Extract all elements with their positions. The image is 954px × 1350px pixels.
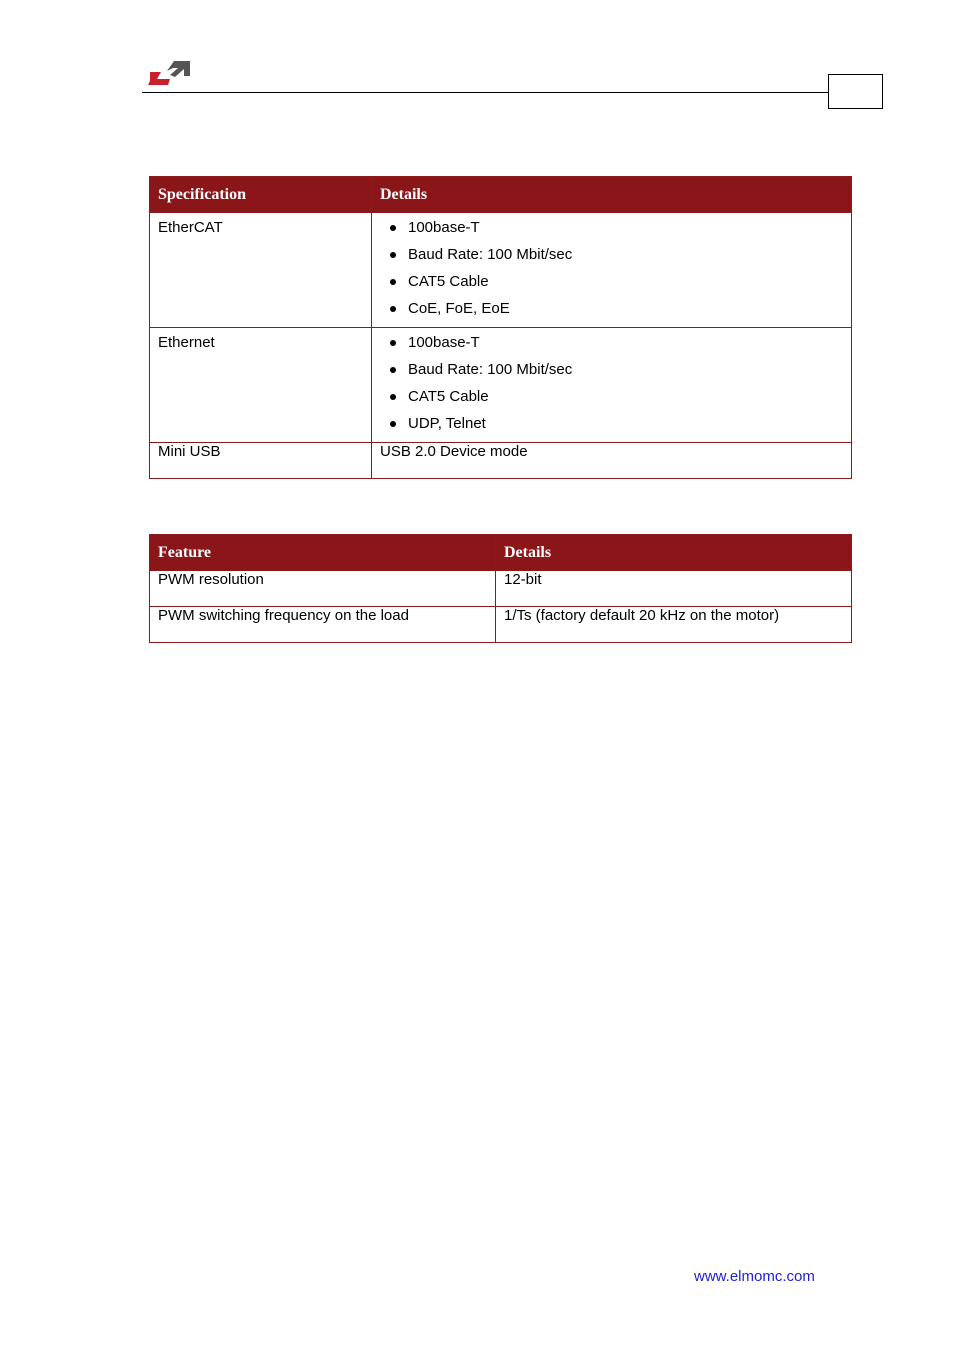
table-header-row <box>150 535 852 571</box>
table-header-row <box>150 177 852 213</box>
list-item: 100base-T <box>380 334 843 361</box>
table-row <box>150 607 852 643</box>
feature-cell <box>150 571 496 607</box>
spec-cell <box>150 443 372 479</box>
feature-label: PWM switching frequency on the load <box>158 607 409 624</box>
list-item: Baud Rate: 100 Mbit/sec <box>380 361 843 388</box>
detail-text: USB 2.0 Device mode <box>380 443 528 460</box>
table-row <box>150 213 852 328</box>
table-row <box>150 571 852 607</box>
details-cell <box>496 571 852 607</box>
detail-text: 1/Ts (factory default 20 kHz on the motor) <box>504 607 780 624</box>
column-header-feature: Feature <box>150 535 496 571</box>
column-header-specification: Specification <box>150 177 372 213</box>
footer-website-link[interactable]: www.elmomc.com <box>694 1268 815 1285</box>
list-item: CoE, FoE, EoE <box>380 300 843 327</box>
feature-cell <box>150 607 496 643</box>
details-cell <box>372 213 852 328</box>
table-row <box>150 328 852 443</box>
header-rule <box>142 92 828 93</box>
list-item: 100base-T <box>380 219 843 246</box>
spec-cell <box>150 328 372 443</box>
details-cell <box>372 328 852 443</box>
details-list <box>380 328 843 442</box>
table-row <box>150 443 852 479</box>
elmo-logo-icon <box>148 59 192 89</box>
column-header-details: Details <box>496 535 852 571</box>
pwm-feature-table <box>149 534 852 643</box>
spec-label: Ethernet <box>158 334 215 351</box>
details-list <box>380 213 843 327</box>
spec-label: EtherCAT <box>158 219 223 236</box>
detail-text: 12-bit <box>504 571 542 588</box>
spec-cell <box>150 213 372 328</box>
list-item: CAT5 Cable <box>380 273 843 300</box>
details-cell <box>496 607 852 643</box>
communication-spec-table <box>149 176 852 479</box>
spec-label: Mini USB <box>158 443 221 460</box>
page-number-box <box>828 74 883 109</box>
column-header-details: Details <box>372 177 852 213</box>
feature-label: PWM resolution <box>158 571 264 588</box>
list-item: Baud Rate: 100 Mbit/sec <box>380 246 843 273</box>
list-item: CAT5 Cable <box>380 388 843 415</box>
details-cell <box>372 443 852 479</box>
list-item: UDP, Telnet <box>380 415 843 442</box>
